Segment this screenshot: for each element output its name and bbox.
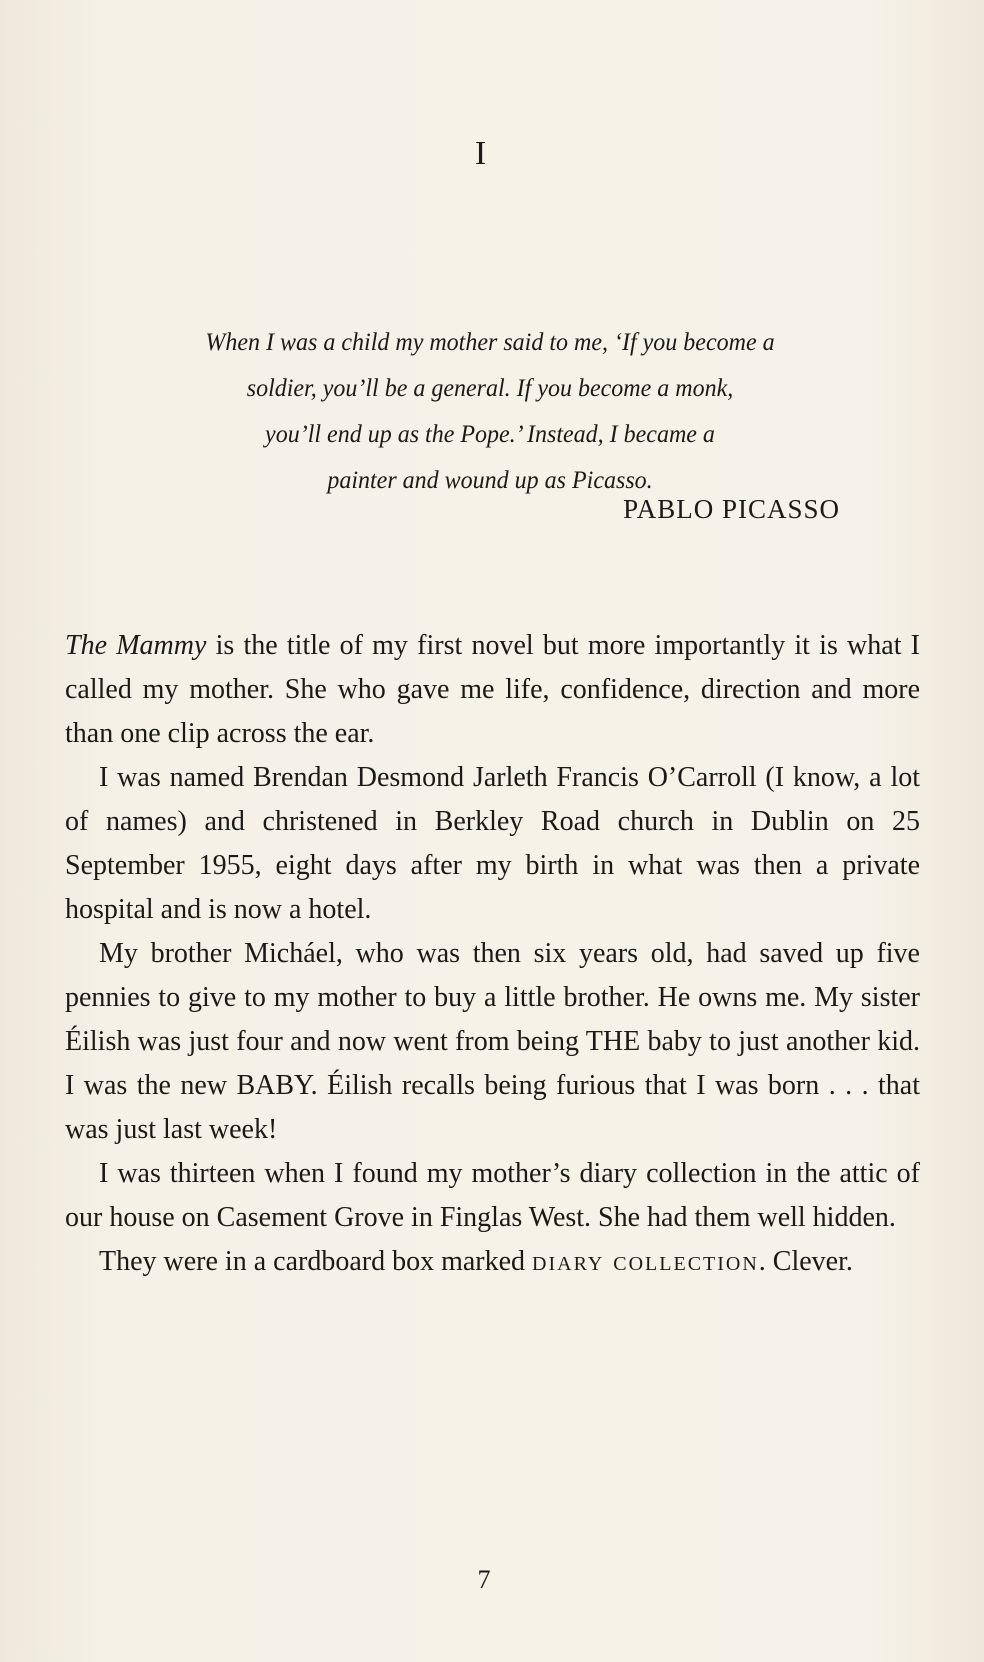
book-title: The Mammy xyxy=(65,630,207,661)
paragraph: I was named Brendan Desmond Jarleth Francis O’Carroll (I know, a lot of names) and christened in Berkley Road church in Dublin on 25 September 1955, eight days after my birth in what was then a private hospital and is now a hotel. xyxy=(65,762,920,925)
paragraph-text: . Clever. xyxy=(758,1246,853,1277)
epigraph-line: you’ll end up as the Pope.’ Instead, I became a xyxy=(265,421,715,448)
epigraph-line: When I was a child my mother said to me, ‘If you become a xyxy=(205,329,775,356)
page-number: 7 xyxy=(477,1565,491,1594)
paragraph xyxy=(65,1240,920,1284)
paragraph xyxy=(65,624,920,756)
paragraph: I was thirteen when I found my mother’s diary collection in the attic of our house on Casement Grove in Finglas West. She had them well hidden. xyxy=(65,1158,920,1233)
paragraph-text: They were in a cardboard box marked xyxy=(99,1246,533,1277)
epigraph-attribution: PABLO PICASSO xyxy=(623,494,840,524)
paragraph: My brother Micháel, who was then six years old, had saved up five pennies to give to my mother to buy a little brother. He owns me. My sister Éilish was just four and now went from being THE baby to just another kid. I was the new BABY. Éilish recalls being furious that I was born . . . that was just last week! xyxy=(65,938,920,1145)
epigraph-line: soldier, you’ll be a general. If you become a monk, xyxy=(246,375,734,402)
chapter-number: I xyxy=(474,135,488,172)
epigraph-quote xyxy=(154,320,826,504)
epigraph-line: painter and wound up as Picasso. xyxy=(327,467,653,494)
paragraph-text: is the title of my first novel but more importantly it is what I called my mother. She who gave me life, confidence, direction and more than one clip across the ear. xyxy=(65,630,920,749)
chapter-body xyxy=(65,624,920,1284)
box-label: diary collection xyxy=(532,1246,759,1277)
